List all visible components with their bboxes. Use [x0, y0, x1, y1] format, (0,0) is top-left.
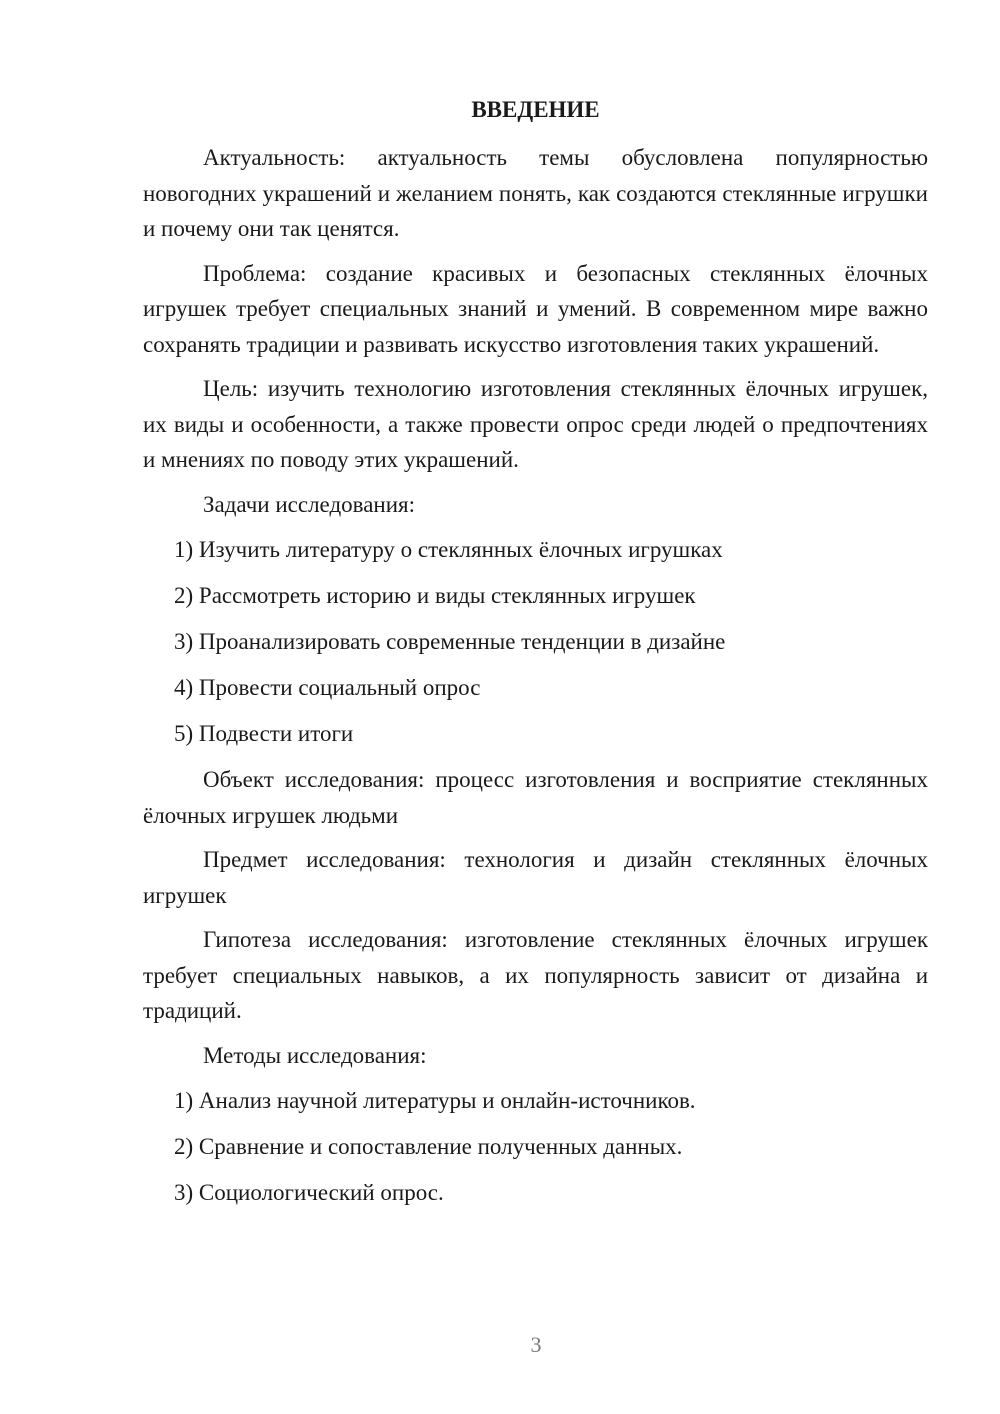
goal-paragraph: Цель: изучить технологию изготовления стеклянных ёлочных игрушек, их виды и особенности, а также провести опрос среди людей о предпочтениях и мнениях по поводу этих украшений. [143, 376, 928, 472]
list-item: 2) Рассмотреть историю и виды стеклянных игрушек [174, 583, 696, 608]
subject-paragraph: Предмет исследования: технология и дизайн стеклянных ёлочных игрушек [143, 847, 928, 908]
object-paragraph: Объект исследования: процесс изготовления и восприятие стеклянных ёлочных игрушек людьми [143, 767, 928, 828]
relevance-paragraph: Актуальность: актуальность темы обусловлена популярностью новогодних украшений и желанием понять, как создаются стеклянные игрушки и почему они так ценятся. [143, 145, 928, 241]
list-item: 2) Сравнение и сопоставление полученных данных. [174, 1134, 683, 1159]
tasks-list [143, 532, 928, 752]
document-title: ВВЕДЕНИЕ [471, 97, 600, 122]
document-page [143, 92, 928, 1221]
list-item: 1) Анализ научной литературы и онлайн-источников. [174, 1088, 696, 1113]
list-item: 3) Социологический опрос. [174, 1180, 444, 1205]
list-item: 3) Проанализировать современные тенденции в дизайне [174, 629, 726, 654]
methods-list [143, 1083, 928, 1211]
methods-heading: Методы исследования: [203, 1042, 427, 1068]
hypothesis-paragraph: Гипотеза исследования: изготовление стеклянных ёлочных игрушек требует специальных навыков, а их популярность зависит от дизайна и традиций. [143, 927, 928, 1023]
list-item: 4) Провести социальный опрос [174, 675, 481, 700]
page-number: 3 [530, 1332, 542, 1357]
list-item: 1) Изучить литературу о стеклянных ёлочных игрушках [174, 537, 723, 562]
problem-paragraph: Проблема: создание красивых и безопасных стеклянных ёлочных игрушек требует специальных знаний и умений. В современном мире важно сохранять традиции и развивать искусство изготовления таких украшений. [143, 260, 928, 357]
list-item: 5) Подвести итоги [174, 721, 354, 746]
tasks-heading: Задачи исследования: [203, 491, 416, 517]
